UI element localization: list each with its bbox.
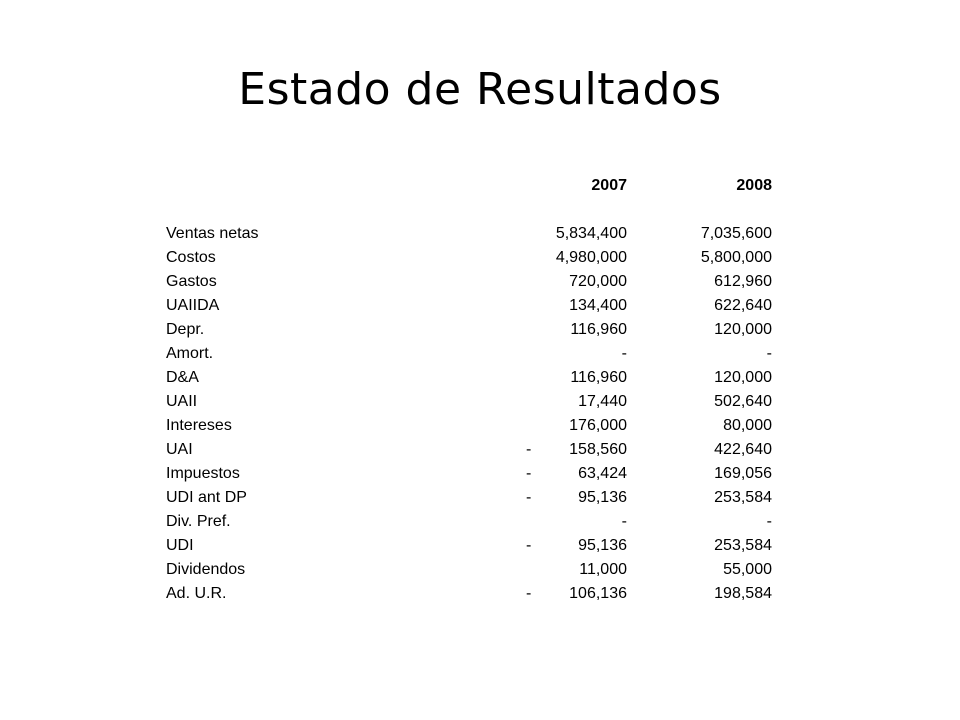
row-label: Gastos [166,273,217,290]
table-row [0,294,960,318]
negative-sign-2007: - [526,441,532,458]
table-row [0,222,960,246]
row-label: Ventas netas [166,225,259,242]
row-label: Dividendos [166,561,246,578]
value-2007: - [621,513,627,530]
value-2008: 169,056 [714,465,772,482]
value-2008: 55,000 [723,561,772,578]
table-row [0,510,960,534]
row-label: Intereses [166,417,232,434]
slide-title: Estado de Resultados [238,64,722,115]
table-row [0,438,960,462]
row-label: Div. Pref. [166,513,231,530]
value-2008: 120,000 [714,369,772,386]
negative-sign-2007: - [526,489,532,506]
value-2007: 5,834,400 [555,225,627,242]
value-2008: 253,584 [714,537,772,554]
negative-sign-2007: - [526,537,532,554]
value-2008: 612,960 [714,273,772,290]
table-row [0,558,960,582]
table-row [0,342,960,366]
negative-sign-2007: - [526,585,532,602]
value-2008: 198,584 [714,585,772,602]
table-row [0,414,960,438]
column-header-2008: 2008 [736,177,772,194]
value-2007: 116,960 [570,369,627,386]
value-2008: 5,800,000 [700,249,772,266]
row-label: Ad. U.R. [166,585,227,602]
table-row [0,246,960,270]
value-2007: - [621,345,627,362]
column-header-2007: 2007 [591,177,627,194]
table-row [0,270,960,294]
value-2008: 422,640 [714,441,772,458]
value-2008: 502,640 [714,393,772,410]
row-label: D&A [166,369,199,386]
value-2007: 17,440 [578,393,627,410]
value-2007: 4,980,000 [555,249,627,266]
table-row [0,462,960,486]
value-2007: 106,136 [569,585,627,602]
value-2007: 63,424 [578,465,627,482]
row-label: UAIIDA [166,297,220,314]
table-row [0,318,960,342]
value-2007: 158,560 [569,441,627,458]
table-row [0,582,960,606]
row-label: UAI [166,441,193,458]
row-label: Depr. [166,321,205,338]
row-label: UAII [166,393,198,410]
table-row [0,486,960,510]
value-2008: 253,584 [714,489,772,506]
value-2007: 95,136 [578,489,627,506]
row-label: UDI ant DP [166,489,247,506]
value-2008: 120,000 [714,321,772,338]
value-2008: 622,640 [714,297,772,314]
value-2007: 720,000 [569,273,627,290]
value-2007: 95,136 [578,537,627,554]
row-label: Amort. [166,345,214,362]
value-2008: 7,035,600 [700,225,772,242]
value-2008: - [766,345,772,362]
table-row [0,534,960,558]
value-2008: 80,000 [723,417,772,434]
row-label: Impuestos [166,465,240,482]
row-label: UDI [166,537,194,554]
value-2007: 11,000 [579,561,627,578]
table-row [0,390,960,414]
row-label: Costos [166,249,216,266]
value-2008: - [766,513,772,530]
value-2007: 134,400 [569,297,627,314]
negative-sign-2007: - [526,465,532,482]
value-2007: 116,960 [570,321,627,338]
value-2007: 176,000 [569,417,627,434]
table-row [0,366,960,390]
